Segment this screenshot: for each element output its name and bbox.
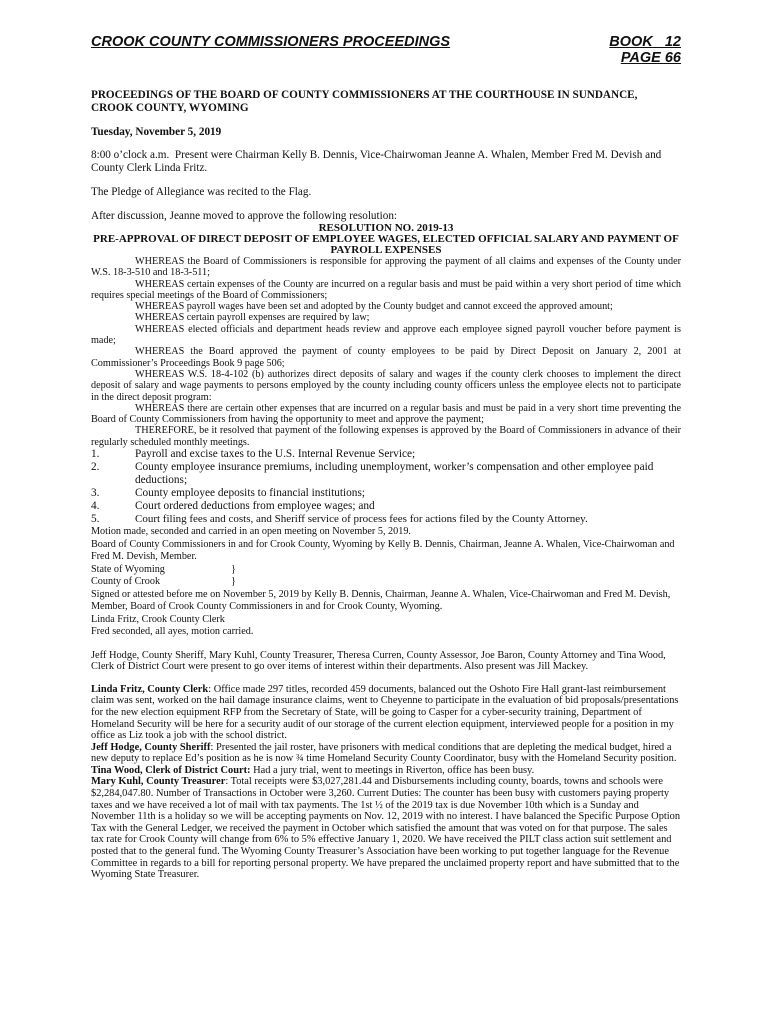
report-name: Tina Wood, Clerk of District Court: <box>91 764 251 776</box>
report-text: Total receipts were $3,027,281.44 and Disbursements including county, boards, towns and schools were $2,284,047.80. Number of Transactions in October were 3,260. Current Duties: The counter has been busy with customers paying property taxes and we have received a lot of mail with tax payments. The 1st ½ of the 2019 tax is due November 10th which is a Sunday and November 11th is a holiday so we will be accepting payments on Nov. 12, 2019 with no interest. I have balanced the Specific Purpose Option Tax with the General Ledger, we received the payment in October which satisfied the amount that was voted on for that purpose. The sales tax rate for Crook County will change from 6% to 5% effective January 1, 2020. We have received the PILT class action suit settlement and posted that to the general fund. The Wyoming County Treasurer’s Association have been working to put together language for the Revenue Committee in regards to a bill for reporting personal property. We have prepared the unclaimed property report and have submitted that to the Wyoming State Treasurer. <box>91 776 681 881</box>
county-line <box>91 576 681 589</box>
whereas-clause: WHEREAS certain expenses of the County are incurred on a regular basis and must be paid within a very short period of time which requires special meetings of the Board of Commissioners; <box>91 278 681 301</box>
state-line <box>91 564 681 577</box>
whereas-clause: WHEREAS there are certain other expenses that are incurred on a regular basis and must be paid in a very short time preventing the Board of County Commissioners from having the opportunity to meet and approve the payment; <box>91 402 681 426</box>
whereas-clause: WHEREAS the Board of Commissioners is responsible for approving the payment of all claims and expenses of the County under W.S. 18-3-510 and 18-3-511; <box>91 256 681 279</box>
county-label: County of Crook <box>91 576 161 588</box>
officials-paragraph: Jeff Hodge, County Sheriff, Mary Kuhl, County Treasurer, Theresa Curren, County Assessor, Joe Baron, County Attorney and Tina Wood, Clerk of District Court were present to go over items of interest within their departments. Also present was Jill Mackey. <box>91 649 666 673</box>
present-paragraph: 8:00 o’clock a.m. Present were Chairman Kelly B. Dennis, Vice-Chairwoman Jeanne A. Whalen, Member Fred M. Devish and County Clerk Linda Fritz. <box>91 149 665 174</box>
whereas-clause: WHEREAS the Board approved the payment of county employees to be paid by Direct Deposit on January 2, 2001 at Commissioner’s Proceedings Book 9 page 506; <box>91 346 681 369</box>
resolution-closing <box>91 526 681 639</box>
list-item-text: Court filing fees and costs, and Sheriff service of process fees for actions filed by the County Attorney. <box>135 513 588 526</box>
motion-text: Motion made, seconded and carried in an open meeting on November 5, 2019. <box>91 526 411 538</box>
proceedings-title: PROCEEDINGS OF THE BOARD OF COUNTY COMMISSIONERS AT THE COURTHOUSE IN SUNDANCE, CROOK COUNTY, WYOMING <box>91 89 638 114</box>
report-entry <box>91 742 681 765</box>
list-item-text: Payroll and excise taxes to the U.S. Internal Revenue Service; <box>135 448 416 461</box>
brace-mark: } <box>231 576 236 588</box>
header-title: CROOK COUNTY COMMISSIONERS PROCEEDINGS <box>91 34 451 50</box>
list-item-number: 3. <box>91 487 100 500</box>
header-page: PAGE 66 <box>620 50 681 66</box>
seconded-text: Fred seconded, all ayes, motion carried. <box>91 626 254 638</box>
whereas-clause: WHEREAS certain payroll expenses are required by law; <box>135 312 370 324</box>
resolution-number: RESOLUTION NO. 2019-13 <box>318 222 454 234</box>
report-entry <box>91 765 681 777</box>
report-separator: : <box>225 776 231 788</box>
list-item <box>91 513 681 526</box>
document-page <box>91 34 681 881</box>
brace-mark: } <box>231 563 236 575</box>
list-item-number: 1. <box>91 448 100 461</box>
list-item-text: Court ordered deductions from employee wages; and <box>135 500 375 513</box>
pledge-paragraph: The Pledge of Allegiance was recited to the Flag. <box>91 186 312 198</box>
report-separator: : <box>208 683 214 695</box>
approved-expenses-list <box>91 448 681 526</box>
report-text: Office made 297 titles, recorded 459 documents, balanced out the Oshoto Fire Hall grant-last reimbursement claim was sent, worked on the hail damage insurance claims, went to Cheyenne to participate in the evaluation of bid proposals/presentations for the new election equipment RFP from the Secretary of State, will be going to Casper for a cyber-security training, Department of Homeland Security will be here for a security audit of our storage of the current election equipment, interviewed people for a position in my office as Liz took a job with the school district. <box>91 683 679 742</box>
list-item <box>91 500 681 513</box>
report-entry <box>91 684 681 742</box>
list-item <box>91 461 681 487</box>
report-text: Presented the jail roster, have prisoners with medical conditions that are depleting the medical budget, hired a new deputy to replace Ed’s position as he is now ¾ time Homeland Security County Coordinator, busy with the Homeland Security position. <box>91 741 677 765</box>
list-item-text: County employee insurance premiums, including unemployment, worker’s compensation and other employee paid deductions; <box>135 461 654 487</box>
report-separator: : <box>210 741 216 753</box>
report-entry <box>91 776 681 880</box>
clerk-signature: Linda Fritz, Crook County Clerk <box>91 613 225 625</box>
resolution-heading: PRE-APPROVAL OF DIRECT DEPOSIT OF EMPLOYEE WAGES, ELECTED OFFICIAL SALARY AND PAYMENT OF PAYROLL EXPENSES <box>93 233 679 256</box>
whereas-clauses <box>91 256 681 448</box>
report-name: Mary Kuhl, County Treasurer <box>91 776 226 788</box>
header-book: BOOK 12 <box>609 34 681 50</box>
meeting-date: Tuesday, November 5, 2019 <box>91 126 222 138</box>
discussion-paragraph: After discussion, Jeanne moved to approve the following resolution: <box>91 210 398 222</box>
whereas-clause: WHEREAS elected officials and department heads review and approve each employee signed payroll voucher before payment is made; <box>91 323 681 347</box>
header-book-page <box>609 34 681 66</box>
page-header <box>91 34 681 68</box>
list-item <box>91 448 681 461</box>
list-item-number: 5. <box>91 513 100 526</box>
whereas-clause: WHEREAS W.S. 18-4-102 (b) authorizes direct deposits of salary and wages if the county clerk chooses to implement the direct deposit of salary and wage payments to persons employed by the county including county officers unless the employee elects not to participate in the direct deposit program: <box>91 368 681 403</box>
state-label: State of Wyoming <box>91 563 165 575</box>
list-item <box>91 487 681 500</box>
report-name: Linda Fritz, County Clerk <box>91 683 209 695</box>
resolution <box>91 223 681 639</box>
list-item-number: 4. <box>91 500 100 513</box>
report-name: Jeff Hodge, County Sheriff <box>91 741 211 753</box>
attestation-text: Signed or attested before me on November 5, 2019 by Kelly B. Dennis, Chairman, Jeanne A. Whalen, Vice-Chairwoman and Fred M. Devish, Member, Board of Crook County Commissioners in and for Crook County, Wyoming. <box>91 588 671 613</box>
department-reports <box>91 684 681 881</box>
therefore-clause: THEREFORE, be it resolved that payment of the following expenses is approved by the Board of Commissioners in advance of their regularly scheduled monthly meetings. <box>91 425 681 448</box>
report-text: Had a jury trial, went to meetings in Riverton, office has been busy. <box>253 764 535 776</box>
whereas-clause: WHEREAS payroll wages have been set and adopted by the County budget and cannot exceed the approved amount; <box>135 301 613 313</box>
board-signature: Board of County Commissioners in and for Crook County, Wyoming by Kelly B. Dennis, Chairman, Jeanne A. Whalen, Vice-Chairwoman and Fred M. Devish, Member. <box>91 538 675 563</box>
list-item-number: 2. <box>91 461 100 474</box>
list-item-text: County employee deposits to financial institutions; <box>135 487 365 500</box>
